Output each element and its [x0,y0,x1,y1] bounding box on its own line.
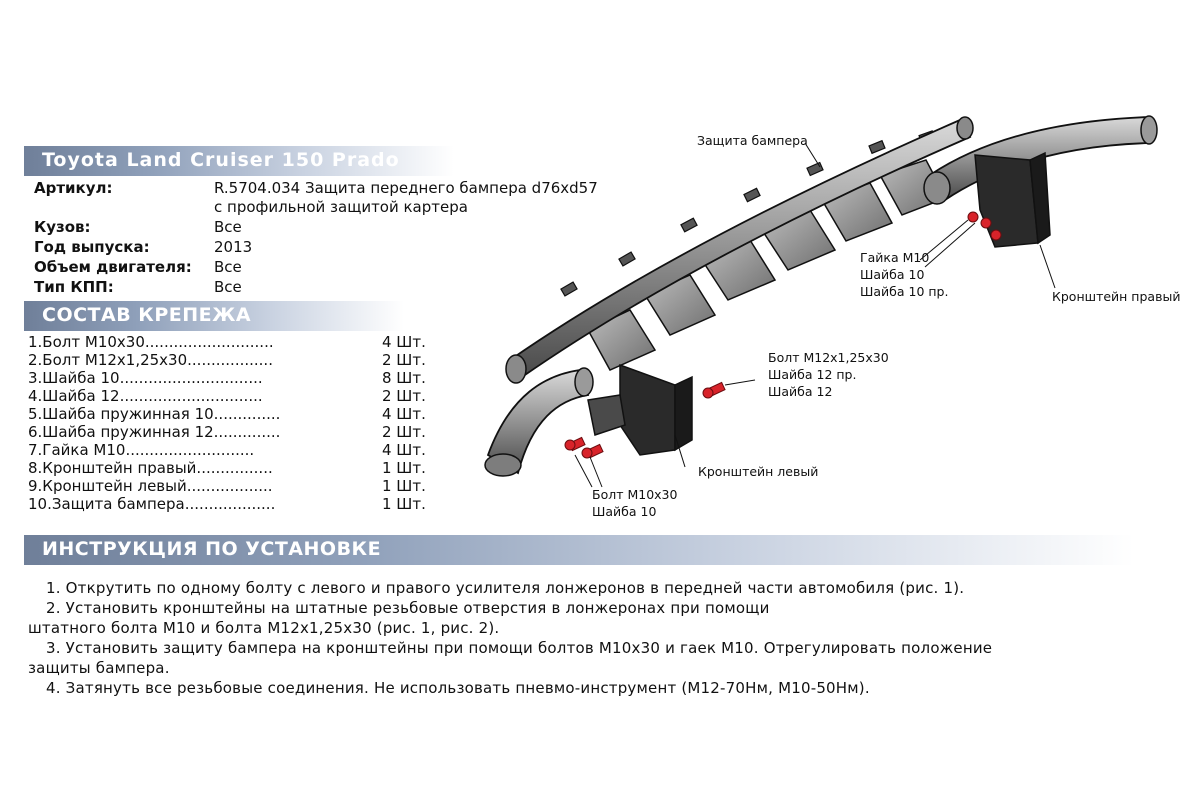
callout-washer-12: Шайба 12 [768,384,833,399]
install-heading: ИНСТРУКЦИЯ ПО УСТАНОВКЕ [42,538,382,560]
callout-washer-12-spring: Шайба 12 пр. [768,367,857,382]
callout-washer-10-left: Шайба 10 [592,504,657,519]
callout-right-bracket: Кронштейн правый [1052,289,1181,304]
kit-band [24,301,404,331]
right-bracket [975,153,1050,247]
callout-guard: Защита бампера [697,133,808,148]
spec-value: с профильной защитой картера [214,198,468,216]
callout-washer-10-spring: Шайба 10 пр. [860,284,949,299]
callout-left-bracket: Кронштейн левый [698,464,819,479]
bumper-guard-illustration [470,95,1190,535]
callout-bolt-m10: Болт М10х30 [592,487,678,502]
spec-label: Год выпуска: [34,238,150,256]
right-tube-left-end [924,172,950,204]
spec-value: Все [214,278,242,296]
install-step-2: 2. Установить кронштейны на штатные резьбовые отверстия в лонжеронах при помощи [46,599,770,617]
left-tube-end [485,454,521,476]
callout-bolt-m12: Болт М12х1,25х30 [768,350,889,365]
callout-nut-m10: Гайка М10 [860,250,930,265]
spec-label: Объем двигателя: [34,258,192,276]
spec-value: R.5704.034 Защита переднего бампера d76xd57 [214,179,598,197]
install-step-2-cont: штатного болта М10 и болта М12х1,25х30 (рис. 1, рис. 2). [28,619,500,637]
spec-value: Все [214,258,242,276]
tube-end-right [957,117,973,139]
product-title: Toyota Land Cruiser 150 Prado [42,149,400,171]
install-step-1: 1. Открутить по одному болту с левого и правого усилителя лонжеронов в передней части автомобиля (рис. 1). [46,579,965,597]
spec-label: Тип КПП: [34,278,114,296]
install-step-3: 3. Установить защиту бампера на кронштейны при помощи болтов М10х30 и гаек М10. Отрегулировать положение [46,639,993,657]
spec-value: Все [214,218,242,236]
kit-heading: СОСТАВ КРЕПЕЖА [42,304,252,326]
spec-label: Кузов: [34,218,91,236]
install-step-4: 4. Затянуть все резьбовые соединения. Не использовать пневмо-инструмент (М12-70Нм, М10-50Нм). [46,679,870,697]
install-band [24,535,1134,565]
left-tube-top [575,368,593,396]
right-tube-end [1141,116,1157,144]
spec-value: 2013 [214,238,253,256]
callout-washer-10: Шайба 10 [860,267,925,282]
tube-end-left [506,355,526,383]
title-band [24,146,454,176]
spec-label: Артикул: [34,179,113,197]
install-step-3-cont: защиты бампера. [28,659,170,677]
left-bracket [588,365,692,455]
